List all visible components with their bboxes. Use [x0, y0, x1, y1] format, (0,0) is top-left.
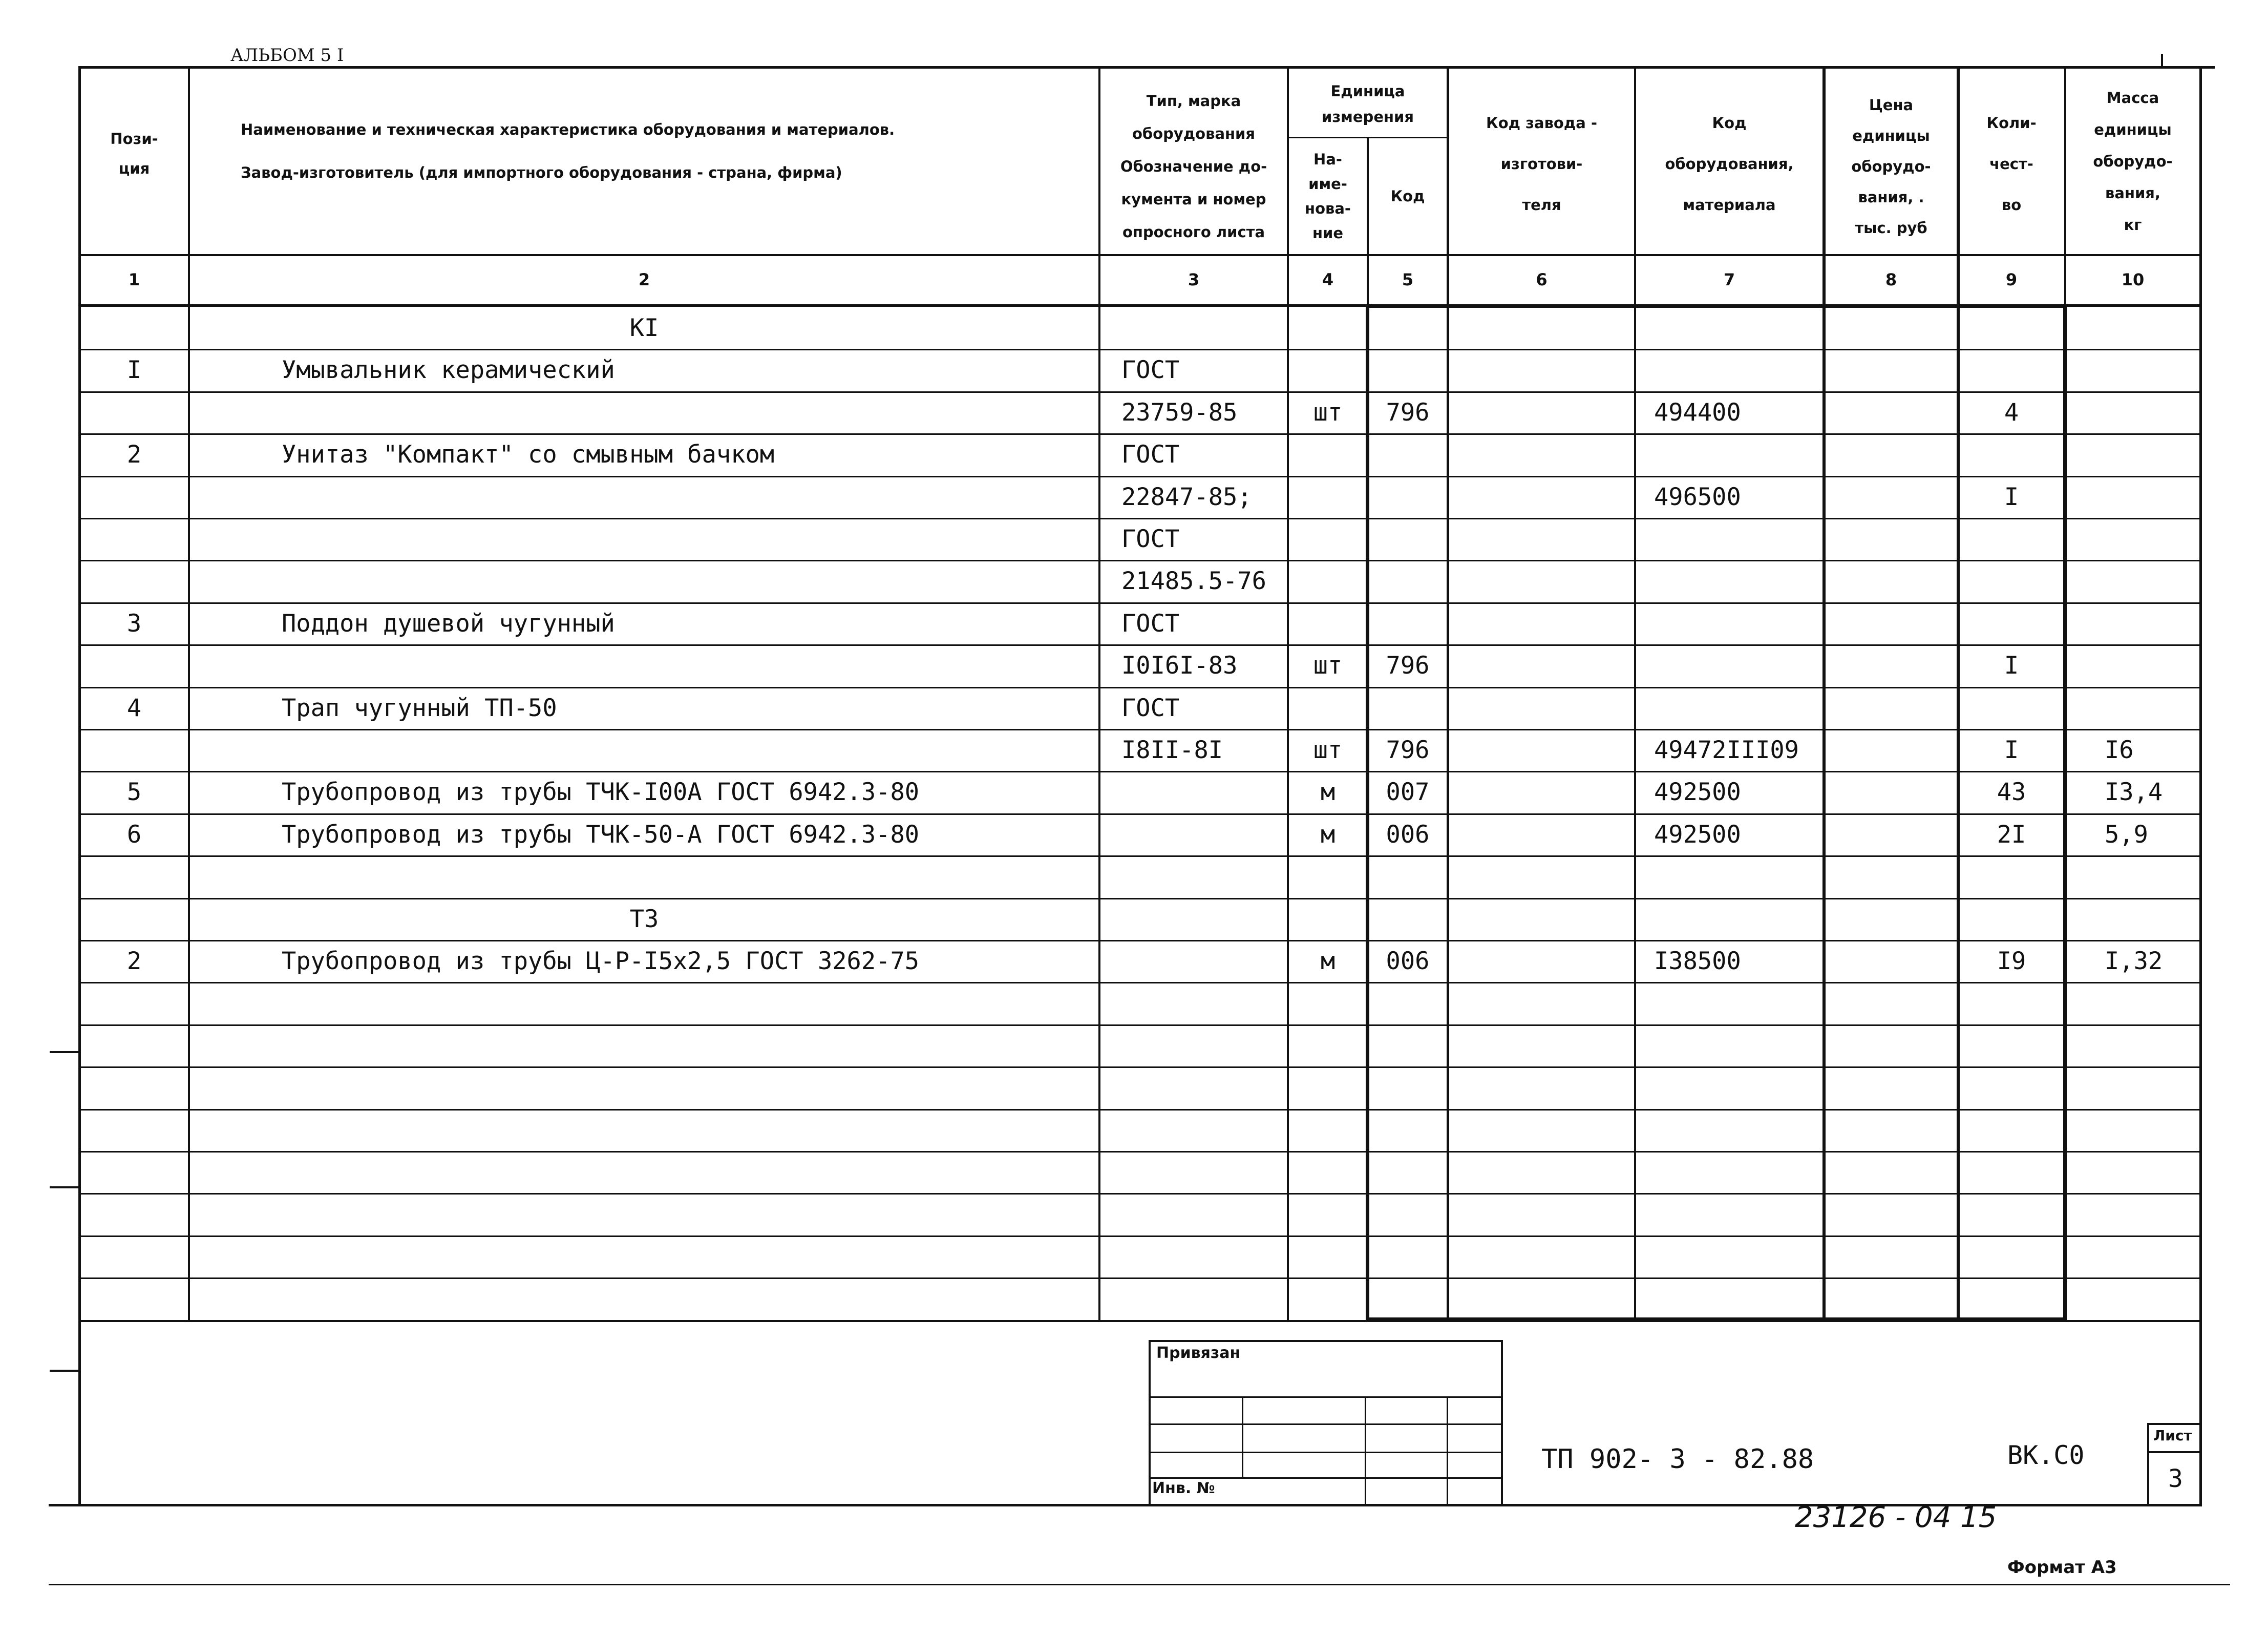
cell-price: [1826, 771, 1957, 813]
stamp-box-vline: [1365, 1396, 1366, 1505]
cell-unit: м: [1320, 947, 1336, 975]
cell-position: 2: [126, 947, 142, 975]
cell-price: [1826, 855, 1957, 897]
cell-unit: [1289, 433, 1367, 475]
header-qty: Коли- чест- во: [1986, 114, 2037, 214]
cell-position: [80, 644, 188, 686]
cell-unit: [1289, 687, 1367, 729]
cell-mass: [2105, 687, 2199, 729]
cell-plant-code: [1449, 307, 1634, 349]
cell-equip-code: [1654, 349, 1818, 391]
sheet-box-mid: [2148, 1451, 2202, 1453]
cell-plant-code: [1449, 729, 1634, 771]
cell-name: Поддон душевой чугунный: [282, 609, 615, 638]
margin-tick: [50, 1370, 79, 1372]
cell-name: [282, 644, 1091, 686]
cell-position: [80, 729, 188, 771]
cell-name: Трубопровод из трубы ТЧК-50-А ГОСТ 6942.3-80: [282, 820, 920, 849]
cell-mass: [2105, 476, 2199, 518]
cell-unit: [1289, 518, 1367, 560]
cell-plant-code: [1449, 940, 1634, 982]
header-type: Тип, марка оборудования Обозначение до- кумента и номер опросного листа: [1120, 92, 1267, 241]
cell-unit-code: 796: [1386, 736, 1430, 764]
cell-unit-code: [1369, 433, 1447, 475]
cell-mass: I,32: [2105, 947, 2163, 975]
header-equip-code: Код оборудования, материала: [1665, 114, 1794, 214]
cell-plant-code: [1449, 476, 1634, 518]
cell-position: [80, 307, 188, 349]
cell-name: [282, 560, 1091, 602]
cell-mass: I6: [2105, 736, 2134, 764]
stamp-linked-label: Привязан: [1156, 1344, 1241, 1362]
frame-top: [79, 66, 2215, 69]
cell-name: [282, 518, 1091, 560]
cell-unit: шт: [1313, 651, 1343, 680]
cell-plant-code: [1449, 602, 1634, 644]
cell-type: [1121, 898, 1285, 940]
cell-unit-code: 006: [1386, 947, 1430, 975]
cell-name: Трап чугунный ТП-50: [282, 694, 557, 722]
row-line: [79, 1024, 2202, 1026]
cell-unit: м: [1320, 778, 1336, 806]
colnum-3: 3: [1188, 270, 1200, 289]
cell-equip-code: 492500: [1654, 778, 1741, 806]
cell-qty: [1960, 855, 2063, 897]
cell-unit: [1289, 855, 1367, 897]
cell-type: ГОСТ: [1121, 694, 1180, 722]
margin-tick: [50, 1051, 79, 1053]
margin-tick: [50, 1186, 79, 1188]
cell-equip-code: [1654, 433, 1818, 475]
cell-type: 21485.5-76: [1121, 567, 1266, 595]
colnum-9: 9: [2005, 270, 2018, 289]
row-line: [79, 1193, 2202, 1195]
cell-qty: 2I: [1997, 820, 2026, 849]
cell-name: Трубопровод из трубы Ц-Р-I5х2,5 ГОСТ 3262-75: [282, 947, 920, 975]
colnum-10: 10: [2121, 270, 2145, 289]
cell-qty: I: [2004, 483, 2019, 511]
handwritten-number: 23126 - 04 15: [1795, 1501, 1997, 1534]
cell-unit-code: [1369, 307, 1447, 349]
cell-equip-code: 494400: [1654, 398, 1741, 427]
cell-price: [1826, 940, 1957, 982]
cell-unit-code: [1369, 898, 1447, 940]
cell-unit-code: [1369, 602, 1447, 644]
stamp-inv-label: Инв. №: [1152, 1479, 1215, 1497]
cell-plant-code: [1449, 855, 1634, 897]
cell-mass: [2105, 898, 2199, 940]
col-line: [1634, 66, 1636, 1322]
header-unit-code: Код: [1390, 187, 1425, 205]
tick-top-right: [2161, 54, 2163, 67]
doc-number: ТП 902- 3 - 82.88: [1541, 1444, 1814, 1475]
cell-qty: I9: [1997, 947, 2026, 975]
cell-equip-code: 496500: [1654, 483, 1741, 511]
cell-price: [1826, 560, 1957, 602]
cell-plant-code: [1449, 771, 1634, 813]
cell-unit-code: [1369, 687, 1447, 729]
cell-price: [1826, 476, 1957, 518]
doc-code: ВК.С0: [2007, 1440, 2085, 1470]
cell-position: 4: [126, 694, 142, 722]
cell-unit: [1289, 349, 1367, 391]
cell-type: I8II-8I: [1121, 736, 1223, 764]
stamp-box-line: [1150, 1396, 1503, 1398]
cell-unit: шт: [1313, 398, 1343, 427]
cell-qty: [1960, 307, 2063, 349]
cell-position: [80, 855, 188, 897]
cell-plant-code: [1449, 898, 1634, 940]
cell-equip-code: [1654, 518, 1818, 560]
header-unit-group: Единица измерения: [1322, 82, 1414, 125]
cell-plant-code: [1449, 644, 1634, 686]
cell-price: [1826, 898, 1957, 940]
cell-qty: 43: [1997, 778, 2026, 806]
cell-position: I: [126, 355, 142, 384]
cell-qty: 4: [2004, 398, 2019, 427]
cell-unit-code: [1369, 518, 1447, 560]
cell-plant-code: [1449, 391, 1634, 433]
cell-mass: [2105, 391, 2199, 433]
colnum-7: 7: [1723, 270, 1735, 289]
cell-mass: [2105, 602, 2199, 644]
cell-position: [80, 898, 188, 940]
cell-plant-code: [1449, 560, 1634, 602]
cell-equip-code: 492500: [1654, 820, 1741, 849]
cell-unit-code: 007: [1386, 778, 1430, 806]
colnum-8: 8: [1885, 270, 1897, 289]
colnum-1: 1: [128, 270, 140, 289]
cell-plant-code: [1449, 687, 1634, 729]
cell-equip-code: I38500: [1654, 947, 1741, 975]
cell-qty: I: [2004, 736, 2019, 764]
sheet-label: Лист: [2153, 1427, 2192, 1444]
cell-mass: 5,9: [2105, 820, 2148, 849]
cell-type: 22847-85;: [1121, 483, 1252, 511]
cell-name: [282, 476, 1091, 518]
cell-qty: [1960, 518, 2063, 560]
header-unit-name: На- име- нова- ние: [1305, 151, 1351, 242]
cell-plant-code: [1449, 518, 1634, 560]
cell-price: [1826, 602, 1957, 644]
cell-price: [1826, 644, 1957, 686]
cell-unit-code: [1369, 560, 1447, 602]
cell-price: [1826, 813, 1957, 855]
cell-name: Трубопровод из трубы ТЧК-I00А ГОСТ 6942.3-80: [282, 778, 920, 806]
cell-name: [282, 855, 1091, 897]
row-line: [79, 1109, 2202, 1111]
cell-mass: [2105, 644, 2199, 686]
format-label: Формат А3: [2007, 1557, 2117, 1578]
cell-price: [1826, 349, 1957, 391]
row-line: [79, 1066, 2202, 1068]
col-line: [188, 66, 190, 1322]
cell-name: Т3: [629, 905, 659, 933]
cell-position: [80, 560, 188, 602]
row-line: [79, 1235, 2202, 1237]
cell-unit-code: [1369, 855, 1447, 897]
cell-qty: [1960, 349, 2063, 391]
stamp-box-line: [1150, 1452, 1503, 1453]
cell-position: [80, 518, 188, 560]
cell-mass: [2105, 307, 2199, 349]
cell-position: 6: [126, 820, 142, 849]
cell-type: [1121, 940, 1285, 982]
cell-type: ГОСТ: [1121, 440, 1180, 469]
cell-name: КI: [629, 313, 659, 342]
cell-mass: [2105, 855, 2199, 897]
sheet-number: 3: [2168, 1464, 2183, 1493]
cell-qty: [1960, 602, 2063, 644]
cell-mass: [2105, 518, 2199, 560]
stamp-box-vline: [1242, 1396, 1243, 1477]
cell-equip-code: [1654, 307, 1818, 349]
cell-qty: I: [2004, 651, 2019, 680]
cell-qty: [1960, 433, 2063, 475]
cell-unit-code: [1369, 349, 1447, 391]
header-position: Пози- ция: [110, 130, 158, 177]
cell-type: [1121, 771, 1285, 813]
cell-equip-code: 49472III09: [1654, 736, 1799, 764]
cell-price: [1826, 518, 1957, 560]
cell-price: [1826, 433, 1957, 475]
cell-unit: [1289, 898, 1367, 940]
cell-position: 2: [126, 440, 142, 469]
cell-plant-code: [1449, 813, 1634, 855]
cell-equip-code: [1654, 855, 1818, 897]
cell-equip-code: [1654, 898, 1818, 940]
stamp-box-left: [1149, 1340, 1151, 1505]
cell-position: 3: [126, 609, 142, 638]
album-note: АЛЬБОМ 5 I: [230, 45, 344, 66]
cell-price: [1826, 307, 1957, 349]
cell-position: 5: [126, 778, 142, 806]
cell-name: Унитаз "Компакт" со смывным бачком: [282, 440, 775, 469]
stamp-box-right: [1501, 1340, 1503, 1505]
cell-equip-code: [1654, 560, 1818, 602]
cell-qty: [1960, 898, 2063, 940]
cell-name: [282, 391, 1091, 433]
header-plant-code: Код завода - изготови- теля: [1486, 114, 1597, 214]
cell-equip-code: [1654, 687, 1818, 729]
cell-mass: [2105, 433, 2199, 475]
colnum-2: 2: [638, 270, 650, 289]
row-line: [79, 1277, 2202, 1279]
cell-unit: м: [1320, 820, 1336, 849]
sheet-box-top: [2148, 1423, 2202, 1425]
cell-plant-code: [1449, 433, 1634, 475]
stamp-box-top: [1150, 1340, 1503, 1342]
cell-type: [1121, 307, 1285, 349]
cell-unit: [1289, 602, 1367, 644]
cell-unit-code: 796: [1386, 651, 1430, 680]
cell-mass: [2105, 349, 2199, 391]
stamp-box-line: [1150, 1477, 1503, 1479]
cell-mass: I3,4: [2105, 778, 2163, 806]
cell-unit: шт: [1313, 736, 1343, 764]
cell-unit-code: 796: [1386, 398, 1430, 427]
cell-position: [80, 391, 188, 433]
header-name: Наименование и техническая характеристика оборудования и материалов. Завод-изготовитель (для импортного оборудования - страна, фирма): [241, 121, 895, 181]
cell-plant-code: [1449, 349, 1634, 391]
stamp-box-vline: [1447, 1396, 1448, 1505]
cell-type: 23759-85: [1121, 398, 1238, 427]
cell-name: Умывальник керамический: [282, 355, 615, 384]
cell-name: [282, 729, 1091, 771]
cell-type: [1121, 813, 1285, 855]
header-price: Цена единицы оборудо- вания, . тыс. руб: [1851, 96, 1931, 237]
cell-type: ГОСТ: [1121, 609, 1180, 638]
cell-qty: [1960, 687, 2063, 729]
cell-price: [1826, 729, 1957, 771]
cell-unit: [1289, 560, 1367, 602]
cell-mass: [2105, 560, 2199, 602]
cell-unit-code: [1369, 476, 1447, 518]
col-line: [1098, 66, 1100, 1322]
row-line: [79, 982, 2202, 983]
stamp-box-line: [1150, 1423, 1503, 1425]
cell-type: ГОСТ: [1121, 525, 1180, 553]
cell-qty: [1960, 560, 2063, 602]
cell-type: I0I6I-83: [1121, 651, 1238, 680]
cell-unit: [1289, 307, 1367, 349]
header-mass: Масса единицы оборудо- вания, кг: [2093, 89, 2173, 234]
cell-price: [1826, 391, 1957, 433]
cell-unit-code: 006: [1386, 820, 1430, 849]
row-line: [79, 1151, 2202, 1153]
cell-unit: [1289, 476, 1367, 518]
colnum-4: 4: [1322, 270, 1334, 289]
cell-position: [80, 476, 188, 518]
bottom-rule: [49, 1584, 2230, 1585]
frame-right: [2199, 66, 2202, 1506]
col-line-bold: [2063, 306, 2067, 1322]
colnum-5: 5: [1402, 270, 1414, 289]
cell-equip-code: [1654, 644, 1818, 686]
cell-equip-code: [1654, 602, 1818, 644]
cell-type: ГОСТ: [1121, 355, 1180, 384]
colnum-6: 6: [1536, 270, 1548, 289]
table-bottom-line: [79, 1320, 2202, 1322]
cell-price: [1826, 687, 1957, 729]
cell-type: [1121, 855, 1285, 897]
